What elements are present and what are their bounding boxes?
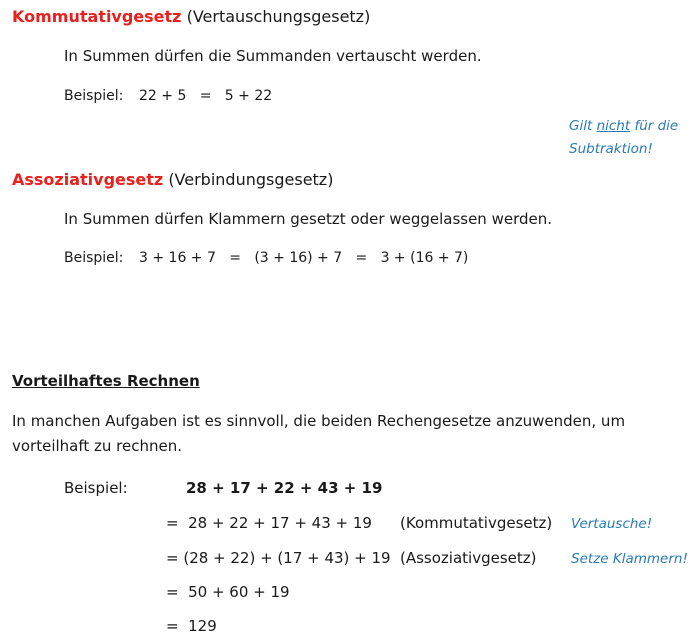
kommutativ-heading <box>12 7 370 26</box>
kommutativ-subtitle: (Vertauschungsgesetz) <box>186 7 371 26</box>
assoziativ-rule: In Summen dürfen Klammern gesetzt oder weggelassen werden. <box>64 210 553 228</box>
assoziativ-heading <box>12 170 333 189</box>
step-expression: = 129 <box>166 617 217 635</box>
step-hint: Vertausche! <box>571 516 653 532</box>
vorteilhaft-intro-line1: In manchen Aufgaben ist es sinnvoll, die beiden Rechengesetze anzuwenden, um <box>12 412 626 430</box>
kommutativ-title: Kommutativgesetz <box>12 7 182 26</box>
note-pre: Gilt <box>569 118 597 134</box>
vorteilhaft-task: 28 + 17 + 22 + 43 + 19 <box>186 479 383 497</box>
note-subtraction-line1 <box>569 118 678 134</box>
vorteilhaft-example-label: Beispiel: <box>64 479 128 497</box>
vorteilhaft-title: Vorteilhaftes Rechnen <box>12 372 200 390</box>
assoziativ-subtitle: (Verbindungsgesetz) <box>168 170 334 189</box>
step-law: (Kommutativgesetz) <box>400 514 553 532</box>
kommutativ-example-label: Beispiel: <box>64 88 124 104</box>
note-emph: nicht <box>596 118 631 134</box>
assoziativ-example-label: Beispiel: <box>64 250 124 266</box>
step-expression: = 50 + 60 + 19 <box>166 583 290 601</box>
step-expression: = 28 + 22 + 17 + 43 + 19 <box>166 514 372 532</box>
assoziativ-example: 3 + 16 + 7 = (3 + 16) + 7 = 3 + (16 + 7) <box>139 250 469 266</box>
step-expression: = (28 + 22) + (17 + 43) + 19 <box>166 549 391 567</box>
step-law: (Assoziativgesetz) <box>400 549 537 567</box>
note-post: für die <box>630 118 679 134</box>
kommutativ-example: 22 + 5 = 5 + 22 <box>139 88 273 104</box>
note-subtraction-line2: Subtraktion! <box>569 141 653 157</box>
vorteilhaft-intro-line2: vorteilhaft zu rechnen. <box>12 437 183 455</box>
kommutativ-rule: In Summen dürfen die Summanden vertauscht werden. <box>64 47 482 65</box>
assoziativ-title: Assoziativgesetz <box>12 170 164 189</box>
step-hint: Setze Klammern! <box>571 551 688 567</box>
